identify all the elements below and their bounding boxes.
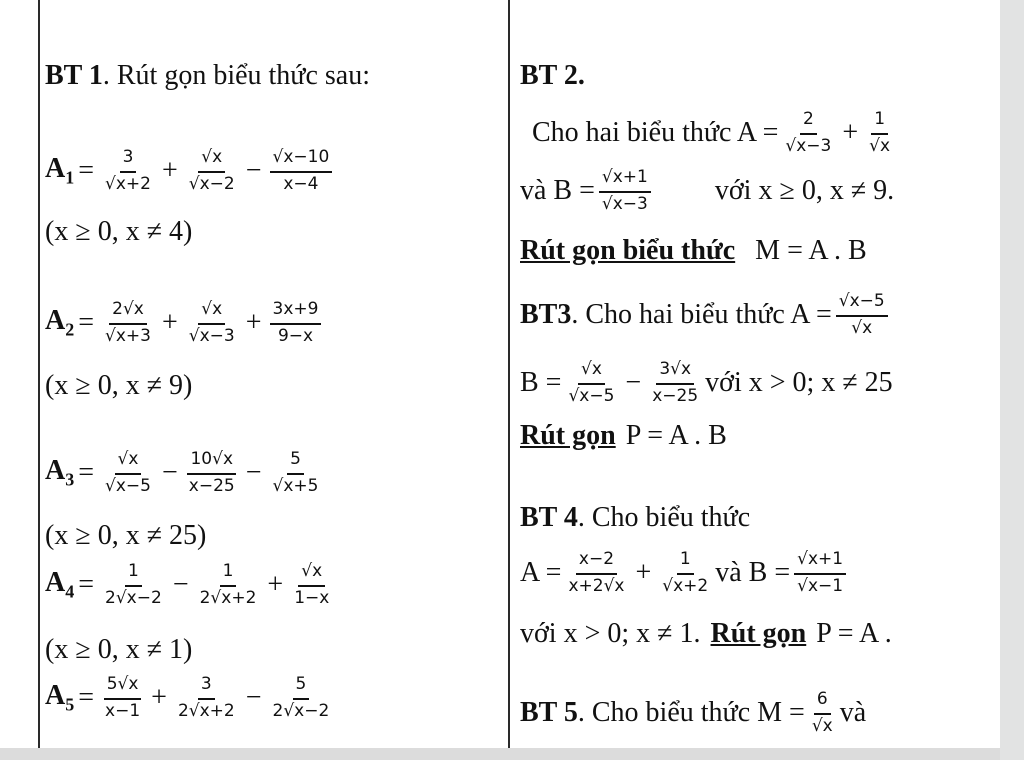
bt2-expr-b: và B = $\frac{√x+1}{√x-3}$ với x ≥ 0, x ≠ 9. xyxy=(520,167,895,214)
bt2-a-term2: $\frac{1}{√x}$ xyxy=(869,109,891,156)
bt2-heading xyxy=(520,60,585,92)
bt4-condition-task: với x > 0; x ≠ 1. Rút gọn P = A . xyxy=(520,618,892,649)
bt4-a-term1: $\frac{x-2}{x+2√x}$ xyxy=(568,549,625,596)
margin-line-left xyxy=(38,0,40,748)
expr-a1: $A_1$ = $\frac{3}{√x+2}$ + $\frac{√x}{√x-2}$ − $\frac{√x-10}{x-4}$ xyxy=(45,148,336,194)
a1-condition: (x ≥ 0, x ≠ 4) xyxy=(45,216,193,247)
a4-label: $A_4$ xyxy=(45,567,75,602)
a1-term2: $\frac{√x}{√x-2}$ xyxy=(188,147,235,194)
a3-term1: $\frac{√x}{√x-5}$ xyxy=(105,449,151,496)
bt4-title: BT 4 xyxy=(520,502,578,533)
right-edge xyxy=(1000,0,1024,760)
bt5-heading: BT 5 . Cho biểu thức M = $\frac{6}{√x}$ và xyxy=(520,689,867,736)
a2-condition: (x ≥ 0, x ≠ 9) xyxy=(45,370,193,401)
a2-term2: $\frac{√x}{√x-3}$ xyxy=(188,299,235,346)
expr-a3: $A_3$ = $\frac{√x}{√x-5}$ − $\frac{10√x}{x-25}$ − $\frac{5}{√x+5}$ xyxy=(45,450,325,496)
a4-condition: (x ≥ 0, x ≠ 1) xyxy=(45,634,193,665)
a3-condition: (x ≥ 0, x ≠ 25) xyxy=(45,520,207,551)
bt1-title: BT 1 xyxy=(45,60,103,91)
a3-term3: $\frac{5}{√x+5}$ xyxy=(272,449,319,496)
bt3-b-term2: $\frac{3√x}{x-25}$ xyxy=(652,359,699,406)
a5-term3: $\frac{5}{2√x-2}$ xyxy=(272,674,330,721)
a5-label: $A_5$ xyxy=(45,680,75,715)
a2-term1: $\frac{2√x}{√x+3}$ xyxy=(105,299,151,346)
bt5-m-fraction: $\frac{6}{√x}$ xyxy=(811,689,833,736)
a1-label: $A_1$ xyxy=(45,153,75,188)
a2-term3: $\frac{3x+9}{9-x}$ xyxy=(270,300,322,346)
bt2-task: Rút gọn biểu thức M = A . B xyxy=(520,235,867,266)
bt3-title: BT3 xyxy=(520,299,572,331)
bt1-title-rest: . Rút gọn biểu thức sau: xyxy=(102,60,371,91)
a1-term3: $\frac{√x-10}{x-4}$ xyxy=(270,148,333,194)
expr-a4: $A_4$ = $\frac{1}{2√x-2}$ − $\frac{1}{2√x+2}$ + $\frac{√x}{1-x}$ xyxy=(45,562,336,608)
a4-term1: $\frac{1}{2√x-2}$ xyxy=(105,561,162,608)
a2-label: $A_2$ xyxy=(45,305,75,340)
a4-term2: $\frac{1}{2√x+2}$ xyxy=(199,561,257,608)
bt4-a-term2: $\frac{1}{√x+2}$ xyxy=(662,549,709,596)
a3-term2: $\frac{10√x}{x-25}$ xyxy=(188,449,235,496)
a5-term2: $\frac{3}{2√x+2}$ xyxy=(177,674,235,721)
bt3-task: Rút gọn P = A . B xyxy=(520,420,727,451)
bottom-edge xyxy=(0,748,1000,760)
bt3-expr-b: B = $\frac{√x}{√x-5}$ − $\frac{3√x}{x-25}$ với x > 0; x ≠ 25 xyxy=(520,359,893,406)
bt2-expr-a: Cho hai biểu thức A = $\frac{2}{√x-3}$ + $\frac{1}{√x}$ xyxy=(532,110,897,156)
column-divider xyxy=(508,0,510,748)
expr-a5: $A_5$ = $\frac{5√x}{x-1}$ + $\frac{3}{2√x+2}$ − $\frac{5}{2√x-2}$ xyxy=(45,675,336,721)
bt2-b-fraction: $\frac{√x+1}{√x-3}$ xyxy=(599,168,651,214)
bt2-a-term1: $\frac{2}{√x-3}$ xyxy=(785,109,832,156)
bt3-b-term1: $\frac{√x}{√x-5}$ xyxy=(568,359,615,406)
bt2-title: BT 2. xyxy=(520,60,585,91)
bt4-heading: BT 4 . Cho biểu thức xyxy=(520,502,751,533)
a1-term1: $\frac{3}{√x+2}$ xyxy=(105,147,151,194)
a3-label: $A_3$ xyxy=(45,455,75,490)
bt5-title: BT 5 xyxy=(520,697,578,729)
bt3-a-fraction: $\frac{√x-5}{√x}$ xyxy=(836,292,888,338)
a4-term3: $\frac{√x}{1-x}$ xyxy=(294,561,330,608)
bt4-expr: A = $\frac{x-2}{x+2√x}$ + $\frac{1}{√x+2}$ và B = $\frac{√x+1}{√x-1}$ xyxy=(520,550,850,596)
expr-a2: $A_2$ = $\frac{2√x}{√x+3}$ + $\frac{√x}{√x-3}$ + $\frac{3x+9}{9-x}$ xyxy=(45,300,325,346)
a5-term1: $\frac{5√x}{x-1}$ xyxy=(105,674,141,721)
bt3-heading: BT3 . Cho hai biểu thức A = $\frac{√x-5}{√x}$ xyxy=(520,292,892,338)
bt4-b-fraction: $\frac{√x+1}{√x-1}$ xyxy=(794,550,846,596)
bt1-heading xyxy=(45,60,370,92)
bt3-condition: với x > 0; x ≠ 25 xyxy=(705,367,893,399)
bt2-condition: với x ≥ 0, x ≠ 9. xyxy=(714,175,895,207)
